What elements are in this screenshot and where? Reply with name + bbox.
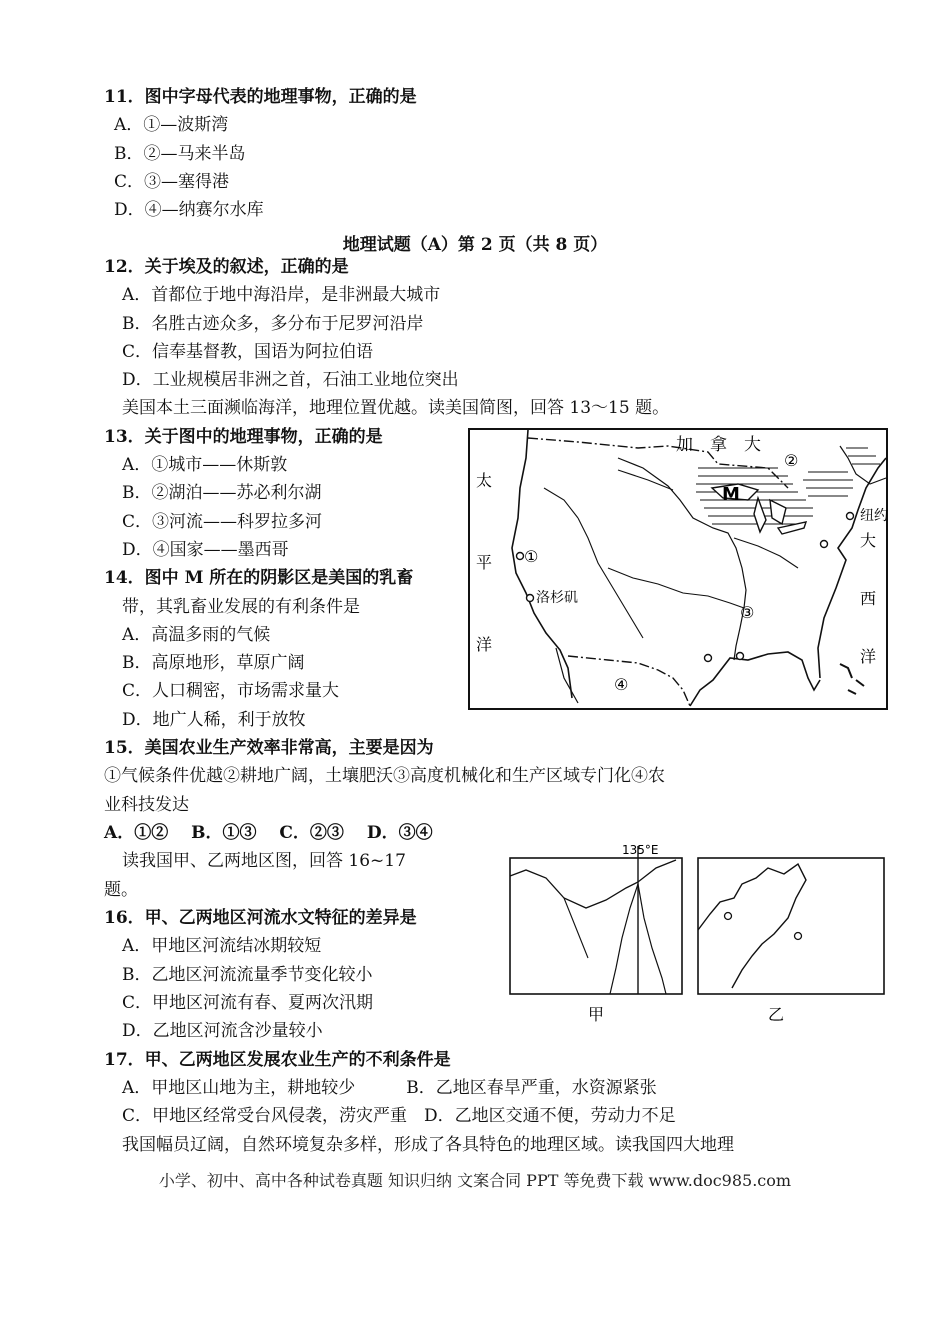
q11-option-b: B．②—马来半岛 (114, 144, 246, 164)
page-header: 地理试题（A）第 2 页（共 8 页） (342, 235, 608, 255)
label-canada: 加 拿 大 (676, 435, 761, 455)
q16-stem: 16．甲、乙两地区河流水文特征的差异是 (104, 908, 417, 928)
yi-city-1 (725, 913, 732, 920)
china-regions-map (506, 838, 888, 1028)
q17-stem: 17．甲、乙两地区发展农业生产的不利条件是 (104, 1050, 451, 1070)
city-1-marker (517, 553, 524, 560)
q11-option-d: D．④—纳赛尔水库 (114, 200, 264, 220)
regions-intro: 我国幅员辽阔，自然环境复杂多样，形成了各具特色的地理区域。读我国四大地理 (122, 1135, 734, 1155)
label-atlantic-1: 大 (860, 531, 877, 550)
q15-statements-line1: ①气候条件优越②耕地广阔，土壤肥沃③高度机械化和生产区域专门化④农 (104, 766, 665, 786)
q14-option-d: D．地广人稀，利于放牧 (122, 710, 306, 730)
q13-option-d: D．④国家——墨西哥 (122, 540, 289, 560)
label-4: ④ (614, 675, 629, 694)
label-m: M (722, 484, 740, 505)
q15-statements-line2: 业科技发达 (104, 795, 189, 815)
new-orleans-marker (737, 653, 744, 660)
q11-stem: 11．图中字母代表的地理事物，正确的是 (104, 87, 417, 107)
q14-option-a: A．高温多雨的气候 (122, 625, 271, 645)
label-los-angeles: 洛杉矶 (536, 590, 578, 606)
label-2: ② (784, 451, 799, 470)
los-angeles-marker (527, 595, 534, 602)
label-pacific-3: 洋 (476, 635, 493, 654)
label-new-york: 纽约 (860, 508, 888, 524)
label-yi: 乙 (768, 1005, 785, 1024)
panel-jia-frame (510, 858, 682, 994)
china-intro-line1: 读我国甲、乙两地区图，回答 16~17 (122, 851, 406, 871)
q14-stem-line1: 14．图中 M 所在的阴影区是美国的乳畜 (104, 568, 414, 588)
label-atlantic-2: 西 (860, 589, 877, 608)
q15-choices: A．①② B．①③ C．②③ D．③④ (104, 823, 433, 843)
usa-map (468, 428, 888, 710)
q15-stem: 15．美国农业生产效率非常高，主要是因为 (104, 738, 434, 758)
q14-stem-line2: 带，其乳畜业发展的有利条件是 (122, 597, 360, 617)
label-pacific-2: 平 (476, 553, 493, 572)
q11-option-a: A．①—波斯湾 (114, 115, 229, 135)
q12-stem: 12．关于埃及的叙述，正确的是 (104, 257, 349, 277)
label-3: ③ (740, 603, 755, 622)
new-york-marker (847, 513, 854, 520)
houston-marker (705, 655, 712, 662)
q16-option-d: D．乙地区河流含沙量较小 (122, 1021, 323, 1041)
label-atlantic-3: 洋 (860, 647, 877, 666)
label-jia: 甲 (588, 1005, 605, 1024)
yi-city-2 (795, 933, 802, 940)
q12-option-d: D．工业规模居非洲之首，石油工业地位突出 (122, 370, 459, 390)
q12-option-a: A．首都位于地中海沿岸，是非洲最大城市 (122, 285, 441, 305)
q16-option-b: B．乙地区河流流量季节变化较小 (122, 965, 373, 985)
washington-marker (821, 541, 828, 548)
q12-option-b: B．名胜古迹众多，多分布于尼罗河沿岸 (122, 314, 424, 334)
q12-option-c: C．信奉基督教，国语为阿拉伯语 (122, 342, 374, 362)
q13-stem: 13．关于图中的地理事物，正确的是 (104, 427, 383, 447)
label-pacific-1: 太 (476, 471, 493, 490)
q13-option-a: A．①城市——休斯敦 (122, 455, 288, 475)
q11-option-c: C．③—塞得港 (114, 172, 230, 192)
q17-options-ab: A．甲地区山地为主，耕地较少 B．乙地区春旱严重，水资源紧张 (122, 1078, 657, 1098)
usa-intro: 美国本土三面濒临海洋，地理位置优越。读美国简图，回答 13～15 题。 (122, 398, 670, 418)
q14-option-c: C．人口稠密，市场需求量大 (122, 681, 340, 701)
label-1: ① (524, 547, 539, 566)
panel-yi-frame (698, 858, 884, 994)
q14-option-b: B．高原地形，草原广阔 (122, 653, 305, 673)
q16-option-a: A．甲地区河流结冰期较短 (122, 936, 322, 956)
label-135e: 135°E (622, 843, 659, 857)
china-intro-line2: 题。 (104, 880, 138, 900)
usa-map-frame (469, 429, 887, 709)
q13-option-c: C．③河流——科罗拉多河 (122, 512, 323, 532)
q17-options-cd: C．甲地区经常受台风侵袭，涝灾严重 D．乙地区交通不便，劳动力不足 (122, 1106, 676, 1126)
q16-option-c: C．甲地区河流有春、夏两次汛期 (122, 993, 374, 1013)
q13-option-b: B．②湖泊——苏必利尔湖 (122, 483, 322, 503)
footer: 小学、初中、高中各种试卷真题 知识归纳 文案合同 PPT 等免费下载 www.doc985.com (158, 1171, 792, 1190)
